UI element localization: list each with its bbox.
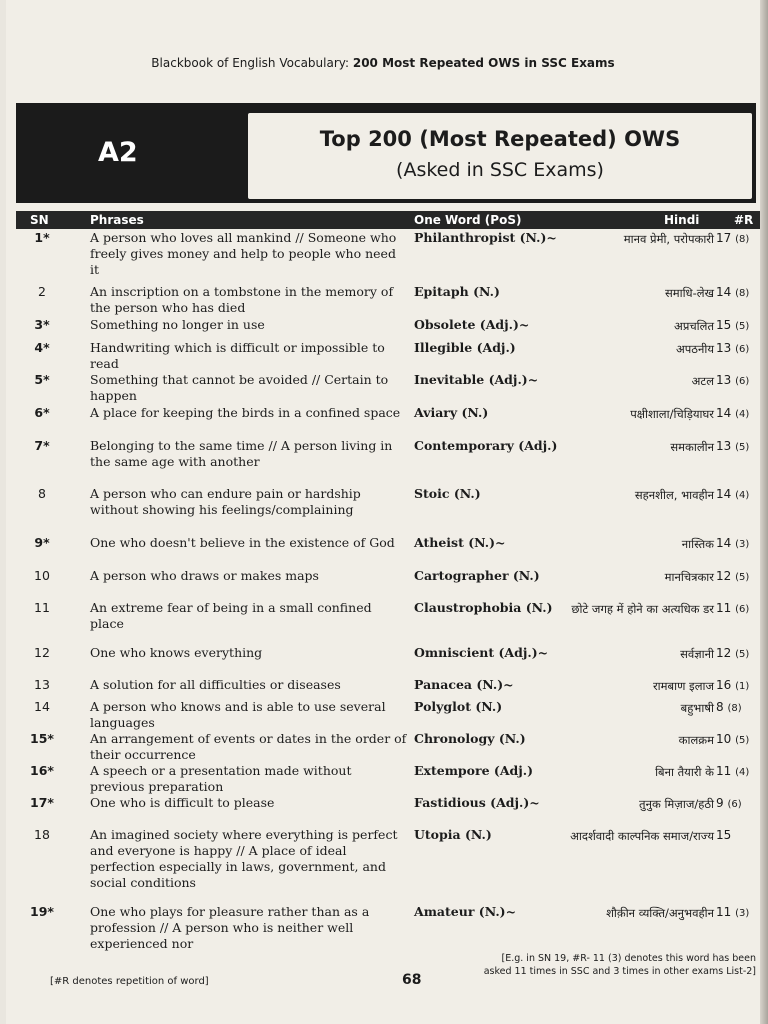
serial-number: 9* [34, 535, 50, 550]
hindi-meaning: बिना तैयारी के [655, 765, 714, 779]
phrase: Something no longer in use [90, 317, 265, 332]
chapter-title: Top 200 (Most Repeated) OWS [319, 127, 681, 151]
one-word: Illegible (Adj.) [414, 340, 516, 355]
phrase: A place for keeping the birds in a confined space [90, 405, 401, 420]
serial-number: 14 [34, 699, 50, 714]
header-sn: SN [30, 213, 49, 227]
repeat-other: (8) [735, 234, 750, 245]
phrase: One who is difficult to please [90, 795, 275, 810]
hindi-meaning: कालक्रम [678, 733, 714, 747]
table-row [16, 230, 760, 284]
table-row [16, 405, 760, 438]
table-header [16, 211, 760, 229]
table-row [16, 600, 760, 645]
repeat-ssc: 15 [716, 828, 732, 842]
one-word: Obsolete (Adj.)~ [414, 317, 530, 332]
repeat-ssc: 11 [716, 764, 732, 778]
one-word: Polyglot (N.) [414, 699, 503, 714]
repeat-other: (5) [735, 442, 750, 453]
hindi-meaning: आदर्शवादी काल्पनिक समाज/राज्य [570, 829, 714, 843]
book-title-prefix: Blackbook of English Vocabulary: [151, 56, 353, 70]
serial-number: 13 [34, 677, 50, 692]
repeat-other: (5) [735, 649, 750, 660]
page-number: 68 [402, 972, 422, 988]
phrase: One who knows everything [90, 645, 263, 660]
phrase: One who doesn't believe in the existence of God [90, 535, 395, 550]
repeat-ssc: 8 [716, 700, 724, 714]
repeat-count [716, 284, 760, 302]
table-row [16, 568, 760, 600]
repeat-count [716, 230, 760, 248]
table-row [16, 677, 760, 699]
repeat-ssc: 11 [716, 905, 732, 919]
repeat-count [716, 600, 760, 618]
repeat-count [716, 699, 760, 717]
hindi-meaning: सहनशील, भावहीन [634, 488, 714, 502]
one-word: Philanthropist (N.)~ [414, 230, 557, 245]
table-row [16, 763, 760, 795]
header-phrases: Phrases [90, 213, 144, 227]
repeat-count [716, 372, 760, 390]
serial-number: 12 [34, 645, 50, 660]
repeat-other: (6) [735, 604, 750, 615]
repeat-count [716, 677, 760, 695]
chapter-title-box [248, 113, 752, 199]
hindi-meaning: मानव प्रेमी, परोपकारी [623, 232, 714, 246]
vocabulary-table [16, 230, 760, 954]
repeat-count [716, 763, 760, 781]
one-word: Contemporary (Adj.) [414, 438, 558, 453]
repeat-other: (6) [727, 799, 742, 810]
hindi-meaning: अप्रचलित [674, 319, 714, 333]
repeat-count [716, 438, 760, 456]
serial-number: 11 [34, 600, 50, 615]
repeat-other: (5) [735, 572, 750, 583]
repeat-other: (4) [735, 490, 750, 501]
table-row [16, 438, 760, 486]
table-row [16, 904, 760, 954]
repeat-ssc: 14 [716, 406, 732, 420]
phrase: A person who knows and is able to use several languages [90, 699, 386, 730]
repeat-count [716, 568, 760, 586]
footer-note-line-1: [E.g. in SN 19, #R- 11 (3) denotes this word has been [501, 953, 756, 964]
one-word: Chronology (N.) [414, 731, 526, 746]
phrase: A speech or a presentation made without previous preparation [90, 763, 352, 794]
serial-number: 18 [34, 827, 50, 842]
serial-number: 3* [34, 317, 50, 332]
hindi-meaning: अपठनीय [675, 342, 714, 356]
repeat-ssc: 16 [716, 678, 732, 692]
repeat-ssc: 12 [716, 569, 732, 583]
repeat-count [716, 405, 760, 423]
one-word: Atheist (N.)~ [414, 535, 506, 550]
one-word: Epitaph (N.) [414, 284, 500, 299]
serial-number: 16* [30, 763, 54, 778]
phrase: A person who loves all mankind // Someone who freely gives money and help to people who need it [90, 230, 397, 277]
serial-number: 4* [34, 340, 50, 355]
repeat-count [716, 795, 760, 813]
footer-note [450, 952, 756, 978]
phrase: Handwriting which is difficult or impossible to read [90, 340, 385, 371]
running-header [6, 56, 760, 70]
repeat-count [716, 340, 760, 358]
repeat-ssc: 9 [716, 796, 724, 810]
serial-number: 15* [30, 731, 54, 746]
repeat-ssc: 13 [716, 373, 732, 387]
repeat-other: (5) [735, 735, 750, 746]
repeat-ssc: 14 [716, 285, 732, 299]
repeat-ssc: 13 [716, 439, 732, 453]
chapter-code: A2 [98, 137, 138, 168]
chapter-banner [16, 103, 756, 203]
book-page [6, 0, 760, 1024]
table-row [16, 340, 760, 372]
repeat-other: (4) [735, 409, 750, 420]
footer-note-line-2: asked 11 times in SSC and 3 times in other exams List-2] [483, 966, 756, 977]
table-row [16, 645, 760, 677]
hindi-meaning: मानचित्रकार [664, 570, 714, 584]
repeat-count [716, 535, 760, 553]
repeat-count [716, 317, 760, 335]
repeat-other: (1) [735, 681, 750, 692]
repeat-count [716, 731, 760, 749]
one-word: Fastidious (Adj.)~ [414, 795, 540, 810]
one-word: Omniscient (Adj.)~ [414, 645, 549, 660]
header-hindi: Hindi [664, 213, 700, 227]
serial-number: 7* [34, 438, 50, 453]
phrase: One who plays for pleasure rather than as a profession // A person who is neither well experienced nor [90, 904, 370, 951]
repeat-ssc: 15 [716, 318, 732, 332]
table-row [16, 699, 760, 731]
phrase: An imagined society where everything is perfect and everyone is happy // A place of ideal perfection especially in laws, government, and social conditions [90, 827, 398, 890]
hindi-meaning: पक्षीशाला/चिड़ियाघर [630, 407, 714, 421]
table-row [16, 731, 760, 763]
hindi-meaning: समाधि-लेख [664, 286, 714, 300]
table-row [16, 795, 760, 827]
one-word: Cartographer (N.) [414, 568, 540, 583]
one-word: Panacea (N.)~ [414, 677, 514, 692]
one-word: Stoic (N.) [414, 486, 481, 501]
repeat-ssc: 12 [716, 646, 732, 660]
phrase: An inscription on a tombstone in the memory of the person who has died [90, 284, 394, 315]
hindi-meaning: छोटे जगह में होने का अत्यधिक डर [571, 602, 714, 616]
repeat-other: (8) [727, 703, 742, 714]
table-row [16, 827, 760, 904]
phrase: A person who draws or makes maps [90, 568, 319, 583]
hindi-meaning: रामबाण इलाज [652, 679, 714, 693]
serial-number: 6* [34, 405, 50, 420]
repeat-ssc: 13 [716, 341, 732, 355]
phrase: A solution for all difficulties or diseases [90, 677, 341, 692]
serial-number: 10 [34, 568, 50, 583]
repeat-other: (4) [735, 767, 750, 778]
repeat-ssc: 14 [716, 536, 732, 550]
hindi-meaning: सर्वज्ञानी [680, 647, 714, 661]
hindi-meaning: शौक़ीन व्यक्ति/अनुभवहीन [606, 906, 714, 920]
chapter-subtitle: (Asked in SSC Exams) [396, 159, 604, 181]
table-row [16, 535, 760, 568]
serial-number: 2 [38, 284, 46, 299]
table-row [16, 486, 760, 535]
repeat-count [716, 486, 760, 504]
one-word: Claustrophobia (N.) [414, 600, 553, 615]
footer-legend: [#R denotes repetition of word] [50, 976, 209, 987]
repeat-other: (3) [735, 908, 750, 919]
repeat-count [716, 645, 760, 663]
page-spine-shadow [760, 0, 768, 1024]
book-title-suffix: 200 Most Repeated OWS in SSC Exams [352, 56, 615, 70]
hindi-meaning: अटल [691, 374, 714, 388]
phrase: An extreme fear of being in a small confined place [90, 600, 372, 631]
repeat-ssc: 10 [716, 732, 732, 746]
repeat-count [716, 827, 760, 845]
phrase: A person who can endure pain or hardship without showing his feelings/complaining [90, 486, 361, 517]
repeat-ssc: 17 [716, 231, 732, 245]
table-row [16, 372, 760, 405]
header-one-word: One Word (PoS) [414, 213, 522, 227]
repeat-count [716, 904, 760, 922]
one-word: Amateur (N.)~ [414, 904, 517, 919]
serial-number: 8 [38, 486, 46, 501]
one-word: Utopia (N.) [414, 827, 492, 842]
one-word: Inevitable (Adj.)~ [414, 372, 539, 387]
header-repeat: #R [734, 213, 754, 227]
one-word: Extempore (Adj.) [414, 763, 534, 778]
one-word: Aviary (N.) [414, 405, 489, 420]
repeat-other: (6) [735, 376, 750, 387]
serial-number: 1* [34, 230, 50, 245]
hindi-meaning: समकालीन [670, 440, 714, 454]
phrase: An arrangement of events or dates in the order of their occurrence [90, 731, 407, 762]
repeat-other: (6) [735, 344, 750, 355]
hindi-meaning: बहुभाषी [680, 701, 714, 715]
hindi-meaning: नास्तिक [681, 537, 714, 551]
phrase: Something that cannot be avoided // Certain to happen [90, 372, 389, 403]
repeat-ssc: 11 [716, 601, 732, 615]
serial-number: 19* [30, 904, 54, 919]
serial-number: 17* [30, 795, 54, 810]
phrase: Belonging to the same time // A person living in the same age with another [90, 438, 393, 469]
repeat-other: (8) [735, 288, 750, 299]
table-row [16, 317, 760, 340]
repeat-other: (3) [735, 539, 750, 550]
repeat-other: (5) [735, 321, 750, 332]
serial-number: 5* [34, 372, 50, 387]
hindi-meaning: तुनुक मिज़ाज/हठी [639, 797, 714, 811]
table-row [16, 284, 760, 317]
repeat-ssc: 14 [716, 487, 732, 501]
